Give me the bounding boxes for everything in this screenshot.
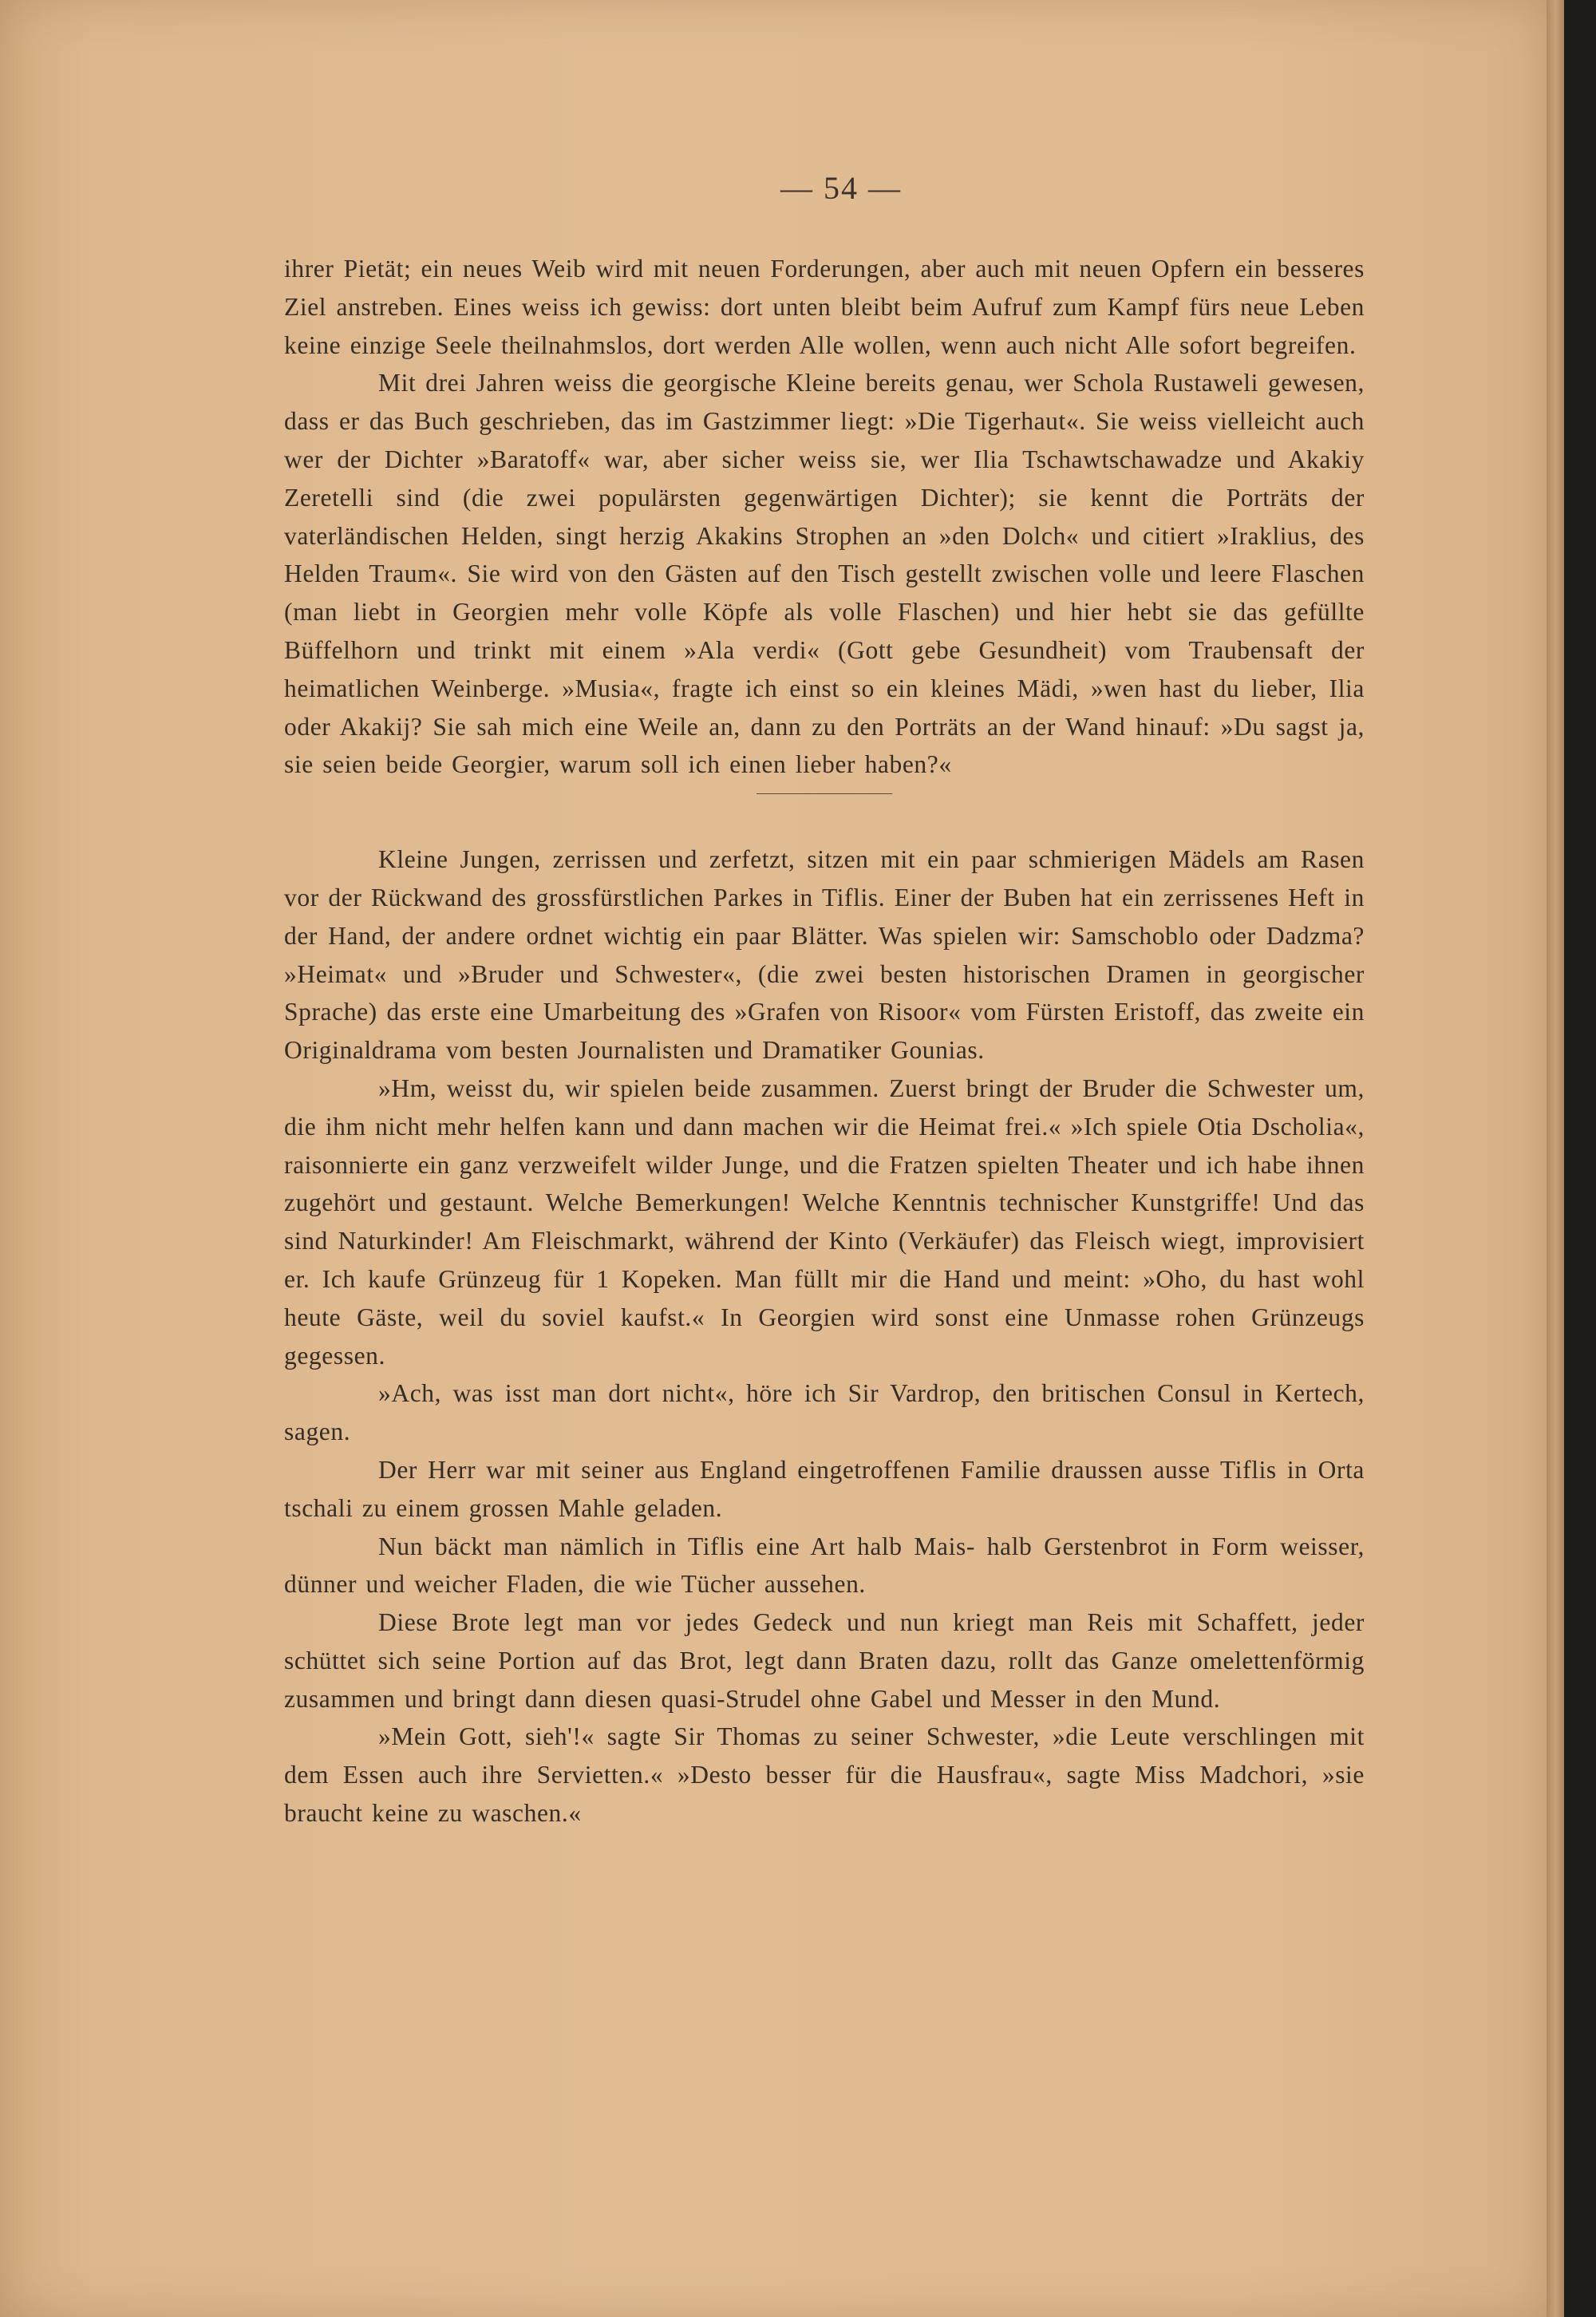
body-text (284, 250, 1365, 1833)
paragraph: ihrer Pietät; ein neues Weib wird mit neuen Forderungen, aber auch mit neuen Opfern ein besseres Ziel anstreben. Eines weiss ich gewiss: dort unten bleibt beim Aufruf zum Kampf fürs neue Leben keine einzige Seele theilnahmslos, dort werden Alle wollen, wenn auch nicht Alle sofort begreifen. (284, 255, 1365, 359)
paragraph: »Hm, weisst du, wir spielen beide zusammen. Zuerst bringt der Bruder die Schwester um, die ihm nicht mehr helfen kann und dann machen wir die Heimat frei.« »Ich spiele Otia Dscholia«, raisonnierte ein ganz verzweifelt wilder Junge, und die Fratzen spielten Theater und ich habe ihnen zugehört und gestaunt. Welche Bemerkungen! Welche Kenntnis technischer Kunstgriffe! Und das sind Naturkinder! Am Fleischmarkt, während der Kinto (Verkäufer) das Fleisch wiegt, improvisiert er. Ich kaufe Grünzeug für 1 Kopeken. Man füllt mir die Hand und meint: »Oho, du hast wohl heute Gäste, weil du soviel kaufst.« In Georgien wird sonst eine Unmasse rohen Grünzeugs gegessen. (284, 1073, 1365, 1370)
paragraph: »Ach, was isst man dort nicht«, höre ich Sir Vardrop, den britischen Consul in Kertech, sagen. (284, 1379, 1365, 1446)
paragraph: Mit drei Jahren weiss die georgische Kleine bereits genau, wer Schola Rustaweli gewesen, dass er das Buch geschrieben, das im Gastzimmer liegt: »Die Tigerhaut«. Sie weiss vielleicht auch wer der Dichter »Baratoff« war, aber sicher weiss sie, wer Ilia Tschawtschawadze und Akakiy Zeretelli sind (die zwei populärsten gegenwärtigen Dichter); sie kennt die Porträts der vaterländischen Helden, singt herzig Akakins Strophen an »den Dolch« und citiert »Iraklius, des Helden Traum«. Sie wird von den Gästen auf den Tisch gestellt zwischen volle und leere Flaschen (man liebt in Georgien mehr volle Köpfe als volle Flaschen) und hier hebt sie das gefüllte Büffelhorn und trinkt mit einem »Ala verdi« (Gott gebe Gesundheit) vom Traubensaft der heimatlichen Weinberge. »Musia«, fragte ich einst so ein kleines Mädi, »wen hast du lieber, Ilia oder Akakij? Sie sah mich eine Weile an, dann zu den Porträts an der Wand hinauf: »Du sagst ja, sie seien beide Georgier, warum soll ich einen lieber haben?« (284, 369, 1365, 779)
page-edge (1547, 0, 1564, 2317)
paragraph: Der Herr war mit seiner aus England eingetroffenen Familie draussen ausse Tiflis in Orta tschali zu einem grossen Mahle geladen. (284, 1455, 1365, 1522)
page-number: — 54 — (780, 170, 902, 206)
paragraph: Kleine Jungen, zerrissen und zerfetzt, sitzen mit ein paar schmierigen Mädels am Rasen vor der Rückwand des grossfürstlichen Parkes in Tiflis. Einer der Buben hat ein zerrissenes Heft in der Hand, der andere ordnet wichtig ein paar Blätter. Was spielen wir: Samschoblo oder Dadzma? »Heimat« und »Bruder und Schwester«, (die zwei besten historischen Dramen in georgischer Sprache) das erste eine Umarbeitung des »Grafen von Risoor« vom Fürsten Eristoff, das zweite ein Originaldrama vom besten Journalisten und Dramatiker Gounias. (284, 845, 1365, 1065)
paragraph: Diese Brote legt man vor jedes Gedeck und nun kriegt man Reis mit Schaffett, jeder schüttet sich seine Portion auf das Brot, legt dann Braten dazu, rollt das Ganze omelettenförmig zusammen und bringt dann diesen quasi-Strudel ohne Gabel und Messer in den Mund. (284, 1608, 1365, 1713)
paragraph: Nun bäckt man nämlich in Tiflis eine Art halb Mais- halb Gerstenbrot in Form weisser, dünner und weicher Fladen, die wie Tücher aussehen. (284, 1532, 1365, 1599)
book-binding (1564, 0, 1596, 2317)
section-divider (757, 793, 892, 794)
paragraph: »Mein Gott, sieh'!« sagte Sir Thomas zu seiner Schwester, »die Leute verschlingen mit dem Essen auch ihre Servietten.« »Desto besser für die Hausfrau«, sagte Miss Madchori, »sie braucht keine zu waschen.« (284, 1722, 1365, 1828)
